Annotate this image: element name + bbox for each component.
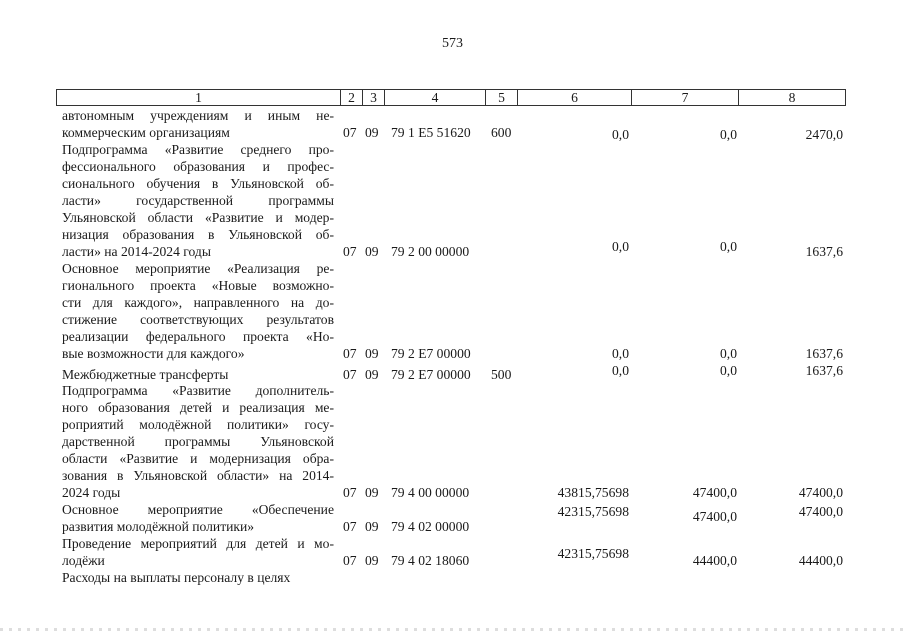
description-line: гионального проекта «Новые возможно-	[62, 278, 334, 293]
header-col-2: 2	[341, 90, 363, 105]
cell-col-8: 44400,0	[798, 553, 843, 568]
cell-col-3: 09	[365, 553, 379, 568]
cell-col-7: 0,0	[720, 127, 737, 142]
cell-col-2: 07	[343, 346, 357, 361]
cell-col-2: 07	[343, 244, 357, 259]
header-col-1: 1	[57, 90, 341, 105]
cell-col-8: 1637,6	[805, 363, 843, 378]
row-description	[62, 501, 334, 535]
header-col-5: 5	[486, 90, 518, 105]
description-line: роприятий молодёжной политики» госу-	[62, 417, 334, 432]
cell-col-7: 47400,0	[692, 485, 737, 500]
cell-col-5: 500	[491, 367, 512, 382]
cell-col-4: 79 2 Е7 00000	[391, 346, 471, 361]
cell-col-6: 42315,75698	[557, 546, 629, 561]
header-col-7: 7	[632, 90, 739, 105]
header-col-3: 3	[363, 90, 385, 105]
cell-col-7: 44400,0	[692, 553, 737, 568]
description-line: реализации федерального проекта «Но-	[62, 329, 334, 344]
header-col-6: 6	[518, 90, 632, 105]
cell-col-3: 09	[365, 346, 379, 361]
description-line: Подпрограмма «Развитие дополнитель-	[62, 383, 334, 398]
description-line: ласти» государственной программы	[62, 193, 334, 208]
cell-col-7: 0,0	[720, 346, 737, 361]
description-line: Проведение мероприятий для детей и мо-	[62, 536, 334, 551]
cell-col-6: 0,0	[612, 363, 629, 378]
cell-col-7: 47400,0	[692, 509, 737, 524]
description-line: ного образования детей и реализация ме-	[62, 400, 334, 415]
description-line: ласти» на 2014-2024 годы	[62, 244, 211, 259]
row-description	[62, 260, 334, 362]
header-col-4: 4	[385, 90, 486, 105]
description-line: Межбюджетные трансферты	[62, 367, 229, 382]
description-line: развития молодёжной политики»	[62, 519, 255, 534]
description-line: 2024 годы	[62, 485, 121, 500]
cell-col-2: 07	[343, 125, 357, 140]
description-line: Основное мероприятие «Обеспечение	[62, 502, 334, 517]
description-line: автономным учреждениям и иным не-	[62, 108, 334, 123]
description-line: фессионального образования и профес-	[62, 159, 334, 174]
row-description	[62, 107, 334, 141]
cell-col-6: 0,0	[612, 127, 629, 142]
row-description	[62, 366, 334, 383]
cell-col-8: 1637,6	[805, 346, 843, 361]
description-line: области «Развитие и модернизация обра-	[62, 451, 334, 466]
description-line: Подпрограмма «Развитие среднего про-	[62, 142, 334, 157]
cell-col-3: 09	[365, 367, 379, 382]
cell-col-4: 79 4 02 00000	[391, 519, 470, 534]
description-line: дарственной программы Ульяновской	[62, 434, 334, 449]
row-description	[62, 141, 334, 260]
cell-col-6: 0,0	[612, 346, 629, 361]
description-line: лодёжи	[62, 553, 105, 568]
cell-col-4: 79 2 00 00000	[391, 244, 470, 259]
cell-col-6: 0,0	[612, 239, 629, 254]
description-line: низация образования в Ульяновской об-	[62, 227, 334, 242]
cell-col-4: 79 2 Е7 00000	[391, 367, 471, 382]
cell-col-3: 09	[365, 244, 379, 259]
cell-col-2: 07	[343, 367, 357, 382]
cell-col-3: 09	[365, 485, 379, 500]
description-line: сти для каждого», направленного на до-	[62, 295, 334, 310]
cell-col-4: 79 4 02 18060	[391, 553, 470, 568]
page-number: 573	[442, 36, 463, 51]
table-header	[56, 89, 846, 106]
cell-col-4: 79 1 Е5 51620	[391, 125, 471, 140]
description-line: коммерческим организациям	[62, 125, 230, 140]
header-col-8: 8	[788, 90, 796, 105]
scan-artifact-line	[0, 628, 905, 631]
description-line: сионального обучения в Ульяновской об-	[62, 176, 334, 191]
description-line: стижение соответствующих результатов	[62, 312, 334, 327]
description-line: Основное мероприятие «Реализация ре-	[62, 261, 334, 276]
row-description	[62, 569, 334, 586]
cell-col-7: 0,0	[720, 363, 737, 378]
cell-col-6: 43815,75698	[557, 485, 629, 500]
cell-col-7: 0,0	[720, 239, 737, 254]
description-line: зования в Ульяновской области» на 2014-	[62, 468, 334, 483]
cell-col-2: 07	[343, 519, 357, 534]
cell-col-3: 09	[365, 519, 379, 534]
cell-col-8: 2470,0	[805, 127, 843, 142]
cell-col-6: 42315,75698	[557, 504, 629, 519]
cell-col-8: 47400,0	[798, 485, 843, 500]
cell-col-8: 47400,0	[798, 504, 843, 519]
cell-col-4: 79 4 00 00000	[391, 485, 470, 500]
row-description	[62, 382, 334, 501]
cell-col-3: 09	[365, 125, 379, 140]
cell-col-5: 600	[491, 125, 512, 140]
description-line: Расходы на выплаты персоналу в целях	[62, 570, 291, 585]
row-description	[62, 535, 334, 569]
cell-col-2: 07	[343, 485, 357, 500]
description-line: вые возможности для каждого»	[62, 346, 245, 361]
cell-col-8: 1637,6	[805, 244, 843, 259]
description-line: Ульяновской области «Развитие и модер-	[62, 210, 334, 225]
cell-col-2: 07	[343, 553, 357, 568]
